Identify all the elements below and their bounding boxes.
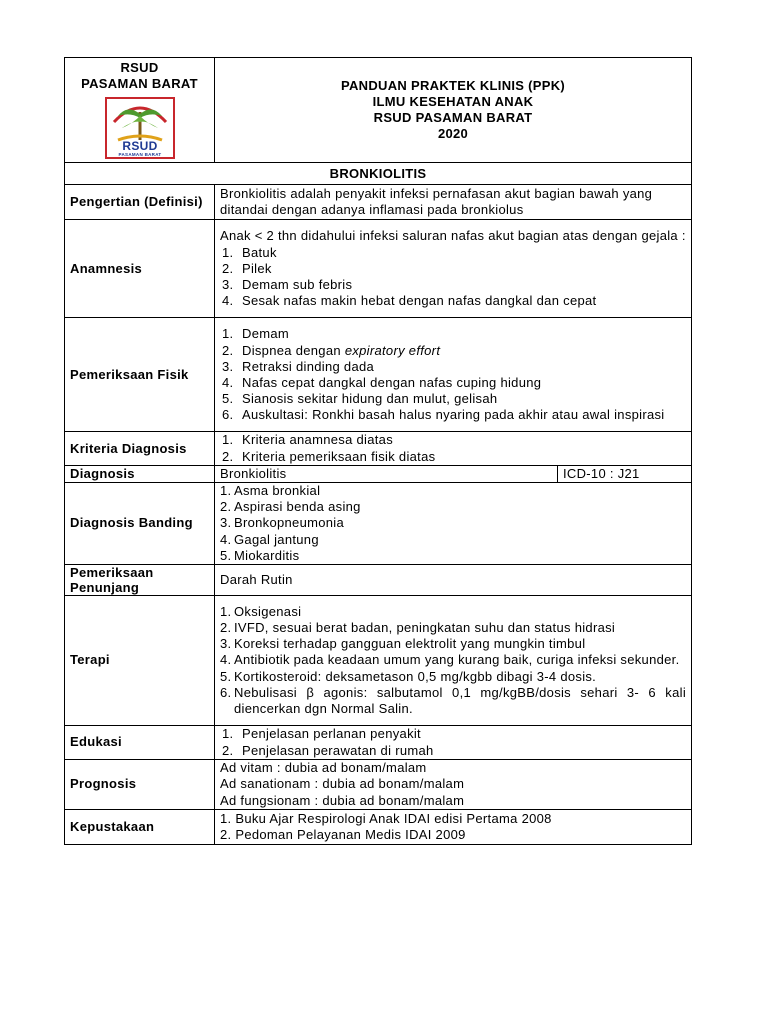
reference-2: 2. Pedoman Pelayanan Medis IDAI 2009 — [220, 827, 466, 843]
ppk-table — [64, 57, 692, 845]
list-item: 3. Koreksi terhadap gangguan elektrolit yang mungkin timbul — [220, 636, 586, 652]
list-item: 1. Kriteria anamnesa diatas — [222, 432, 393, 448]
anamnesis-intro: Anak < 2 thn didahului infeksi saluran nafas akut bagian atas dengan gejala : — [220, 228, 686, 244]
prognosis-vitam: Ad vitam : dubia ad bonam/malam — [220, 760, 427, 776]
row-terapi — [65, 596, 692, 726]
icd-code: ICD-10 : J21 — [558, 465, 692, 482]
list-item: 2. Dispnea dengan expiratory effort — [222, 342, 441, 358]
title-line-3: RSUD PASAMAN BARAT — [373, 110, 533, 126]
row-diagnosis-banding — [65, 483, 692, 565]
value-edukasi — [215, 726, 692, 760]
header-row — [65, 58, 692, 163]
value-pemeriksaan-penunjang: Darah Rutin — [215, 565, 692, 596]
label-diagnosis-banding: Diagnosis Banding — [65, 483, 215, 565]
value-pengertian: Bronkiolitis adalah penyakit infeksi pernafasan akut bagian bawah yang ditandai dengan adanya inflamasi pada bronkiolus — [215, 185, 692, 220]
label-prognosis: Prognosis — [65, 760, 215, 810]
row-prognosis — [65, 760, 692, 810]
row-pemeriksaan-penunjang — [65, 565, 692, 596]
list-item: 3. Retraksi dinding dada — [222, 358, 375, 374]
edukasi-list — [220, 726, 686, 758]
logo-text: RSUD — [121, 139, 158, 154]
row-pengertian — [65, 185, 692, 220]
list-item: 4. Sesak nafas makin hebat dengan nafas dangkal dan cepat — [222, 293, 597, 309]
row-kepustakaan — [65, 810, 692, 845]
prognosis-fungsionam: Ad fungsionam : dubia ad bonam/malam — [220, 792, 465, 808]
topic-row — [65, 163, 692, 185]
title-line-4: 2020 — [437, 126, 469, 142]
rsud-logo — [100, 96, 180, 160]
list-item: 2. Penjelasan perawatan di rumah — [222, 742, 434, 758]
row-pemeriksaan-fisik — [65, 318, 692, 432]
row-edukasi — [65, 726, 692, 760]
list-item: 1. Oksigenasi — [220, 603, 302, 619]
list-item: 1. Demam — [222, 326, 290, 342]
value-terapi — [215, 596, 692, 726]
list-item: 3. Bronkopneumonia — [220, 515, 345, 531]
value-prognosis — [215, 760, 692, 810]
org-name-line1: RSUD — [120, 60, 159, 75]
topic-title: BRONKIOLITIS — [65, 163, 692, 185]
value-kepustakaan — [215, 810, 692, 845]
fisik-list — [220, 326, 686, 423]
list-item: 3. Demam sub febris — [222, 277, 353, 292]
org-name-line2: PASAMAN BARAT — [81, 76, 198, 92]
list-item: 4. Nafas cepat dangkal dengan nafas cuping hidung — [222, 374, 542, 390]
list-item: 6. Nebulisasi β agonis: salbutamol 0,1 mg/kgBB/dosis sehari 3- 6 kali diencerkan dgn Normal Salin. — [220, 684, 687, 717]
title-cell — [215, 58, 692, 163]
label-pengertian: Pengertian (Definisi) — [65, 185, 215, 220]
label-edukasi: Edukasi — [65, 726, 215, 760]
label-diagnosis: Diagnosis — [65, 465, 215, 482]
value-diagnosis: Bronkiolitis — [215, 465, 558, 482]
row-anamnesis — [65, 220, 692, 318]
label-anamnesis: Anamnesis — [65, 220, 215, 318]
list-item: 2. Aspirasi benda asing — [220, 499, 361, 515]
row-diagnosis — [65, 465, 692, 482]
label-kriteria-diagnosis: Kriteria Diagnosis — [65, 432, 215, 465]
title-line-2: ILMU KESEHATAN ANAK — [372, 94, 534, 109]
list-item: 1. Penjelasan perlanan penyakit — [222, 726, 421, 742]
list-item: 1. Batuk — [222, 244, 277, 260]
list-item: 4. Gagal jantung — [220, 531, 319, 547]
label-kepustakaan: Kepustakaan — [65, 810, 215, 845]
list-item: 4. Antibiotik pada keadaan umum yang kurang baik, curiga infeksi sekunder. — [220, 652, 680, 668]
banding-list — [220, 483, 686, 564]
list-item: 2. IVFD, sesuai berat badan, peningkatan suhu dan status hidrasi — [220, 620, 616, 636]
anamnesis-list — [220, 245, 686, 310]
value-pemeriksaan-fisik — [215, 318, 692, 432]
value-anamnesis — [215, 220, 692, 318]
reference-1: 1. Buku Ajar Respirologi Anak IDAI edisi Pertama 2008 — [220, 810, 552, 826]
list-item: 5. Miokarditis — [220, 547, 300, 563]
logo-subtext: PASAMAN BARAT — [118, 152, 161, 158]
prognosis-sanationam: Ad sanationam : dubia ad bonam/malam — [220, 776, 465, 792]
list-item: 2. Kriteria pemeriksaan fisik diatas — [222, 448, 436, 464]
label-terapi: Terapi — [65, 596, 215, 726]
list-item: 5. Sianosis sekitar hidung dan mulut, gelisah — [222, 391, 498, 407]
list-item: 6. Auskultasi: Ronkhi basah halus nyaring pada akhir atau awal inspirasi — [222, 407, 665, 423]
list-item: 2. Pilek — [222, 260, 272, 276]
list-item: 1. Asma bronkial — [220, 483, 321, 499]
value-kriteria-diagnosis — [215, 432, 692, 465]
kriteria-list — [220, 432, 686, 464]
org-cell — [65, 58, 215, 163]
value-diagnosis-banding — [215, 483, 692, 565]
title-line-1: PANDUAN PRAKTEK KLINIS (PPK) — [340, 77, 566, 93]
terapi-list — [220, 604, 686, 717]
list-item: 5. Kortikosteroid: deksametason 0,5 mg/kgbb dibagi 3-4 dosis. — [220, 668, 597, 684]
row-kriteria-diagnosis — [65, 432, 692, 465]
label-pemeriksaan-penunjang: Pemeriksaan Penunjang — [65, 565, 215, 596]
label-pemeriksaan-fisik: Pemeriksaan Fisik — [65, 318, 215, 432]
